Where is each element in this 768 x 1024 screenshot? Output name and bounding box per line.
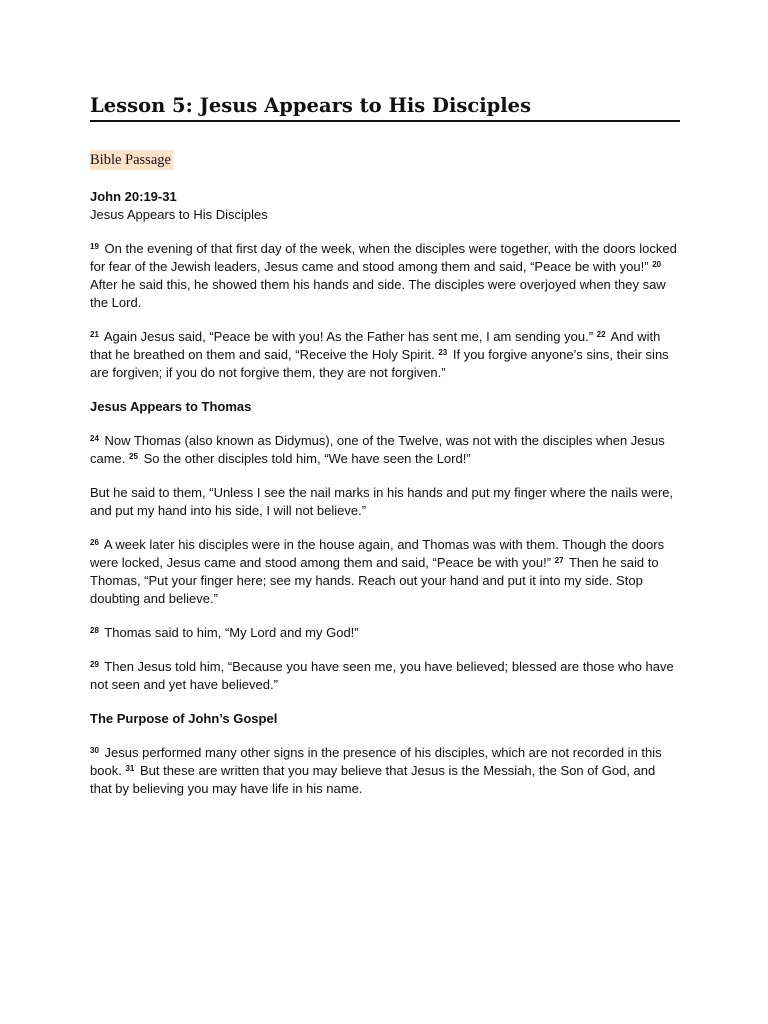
verse-paragraph-29 (90, 658, 680, 694)
verse-text: But these are written that you may believe that Jesus is the Messiah, the Son of God, and that by believing you may have life in his name. (90, 763, 656, 796)
verse-text: Then Jesus told him, “Because you have seen me, you have believed; blessed are those who have not seen and yet have believed.” (90, 659, 674, 692)
verse-text: Now Thomas (also known as Didymus), one of the Twelve, was not with the disciples when Jesus came. (90, 433, 665, 466)
verse-text: Thomas said to him, “My Lord and my God!” (104, 625, 359, 640)
verse-number: 30 (90, 746, 99, 755)
verse-text: If you forgive anyone’s sins, their sins are forgiven; if you do not forgive them, they are not forgiven.” (90, 347, 669, 380)
verse-paragraph-24-25 (90, 432, 680, 468)
verse-text: A week later his disciples were in the house again, and Thomas was with them. Though the doors were locked, Jesus came and stood among them and said, “Peace be with you!” (90, 537, 665, 570)
passage-reference: John 20:19-31 (90, 189, 177, 204)
verse-text: So the other disciples told him, “We have seen the Lord!” (143, 451, 471, 466)
verse-text: After he said this, he showed them his hands and side. The disciples were overjoyed when they saw the Lord. (90, 277, 666, 310)
verse-number: 24 (90, 434, 99, 443)
verse-paragraph-25-cont: But he said to them, “Unless I see the nail marks in his hands and put my finger where the nails were, and put my hand into his side, I will not believe.” (90, 485, 674, 518)
verse-text: Then he said to Thomas, “Put your finger here; see my hands. Reach out your hand and put it into my side. Stop doubting and believe.” (90, 555, 659, 606)
bible-passage-label: Bible Passage (90, 152, 171, 168)
subheading-thomas: Jesus Appears to Thomas (90, 399, 252, 414)
verse-number: 31 (125, 764, 135, 773)
lesson-title: Lesson 5: Jesus Appears to His Disciples (90, 93, 680, 122)
document-body (90, 93, 680, 798)
verse-paragraph-21-23 (90, 328, 680, 382)
subheading-purpose: The Purpose of John’s Gospel (90, 711, 278, 726)
verse-number: 29 (90, 660, 99, 669)
verse-number: 22 (596, 330, 606, 339)
verse-text: Again Jesus said, “Peace be with you! As the Father has sent me, I am sending you.” (103, 329, 594, 344)
verse-number: 28 (90, 626, 99, 635)
verse-paragraph-26-27 (90, 536, 680, 608)
passage-heading: Jesus Appears to His Disciples (90, 207, 268, 222)
verse-number: 26 (90, 538, 99, 547)
verse-number: 20 (652, 260, 662, 269)
verse-number: 25 (129, 452, 138, 461)
verse-text: Jesus performed many other signs in the presence of his disciples, which are not recorded in this book. (90, 745, 662, 778)
verse-paragraph-28 (90, 624, 680, 642)
verse-paragraph-30-31 (90, 744, 680, 798)
verse-paragraph-19-20 (90, 240, 680, 312)
verse-text: On the evening of that first day of the week, when the disciples were together, with the doors locked for fear of the Jewish leaders, Jesus came and stood among them and said, “Peace be with you!” (90, 241, 677, 274)
verse-number: 27 (554, 556, 564, 565)
verse-number: 21 (90, 330, 99, 339)
verse-number: 23 (438, 348, 448, 357)
verse-number: 19 (90, 242, 99, 251)
verse-text: And with that he breathed on them and said, “Receive the Holy Spirit. (90, 329, 661, 362)
